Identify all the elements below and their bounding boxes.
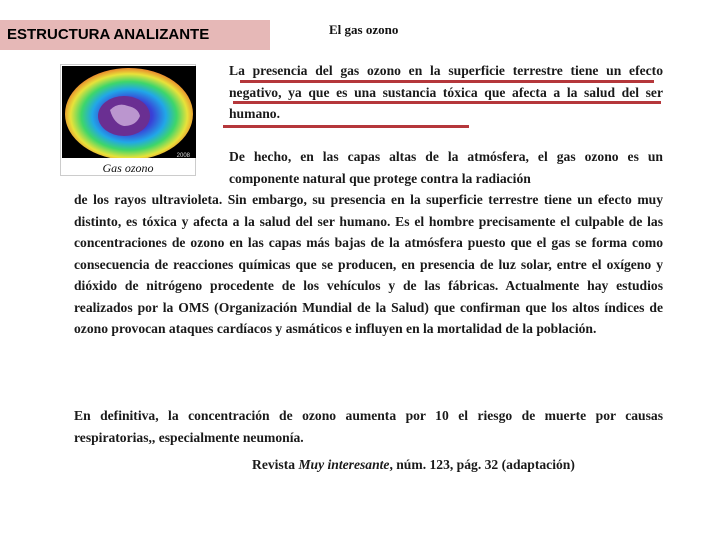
paragraph-body-start: De hecho, en las capas altas de la atmósfera, el gas ozono es un componente natural que protege contra la radiación (229, 149, 663, 186)
ozone-figure (60, 64, 196, 176)
article-title: El gas ozono (329, 22, 399, 37)
figure-year: 2008 (176, 153, 190, 159)
paragraph-conclusion: En definitiva, la concentración de ozono aumenta por 10 el riesgo de muerte por causas respiratorias,, especialmente neumonía. (74, 408, 663, 445)
section-badge: ESTRUCTURA ANALIZANTE (0, 20, 270, 50)
highlight-underline-3 (223, 125, 469, 128)
article-source: Revista Muy interesante, núm. 123, pág. 32 (adaptación) (252, 457, 575, 472)
ozone-map-image (62, 66, 196, 158)
highlight-underline-2 (233, 101, 661, 104)
figure-caption: Gas ozono (102, 161, 154, 175)
highlight-underline-1 (240, 80, 654, 83)
paragraph-intro: La presencia del gas ozono en la superficie terrestre tiene un efecto negativo, ya que es una sustancia tóxica que afecta a la salud del ser humano. (229, 63, 663, 121)
paragraph-body: de los rayos ultravioleta. Sin embargo, su presencia en la superficie terrestre tiene un efecto muy distinto, es tóxica y afecta a la salud del ser humano. Es el hombre precisamente el culpable de las concentraciones de ozono en las capas más bajas de la atmósfera puesto que el gas se forma como consecuencia de reacciones químicas que se producen, en presencia de luz solar, entre el oxígeno y dióxido de nitrógeno procedente de los vehículos y de las fábricas. Actualmente hay estudios realizados por la OMS (Organización Mundial de la Salud) que confirman que los altos índices de ozono provocan ataques cardíacos y asmáticos e influyen en la mortalidad de la población. (74, 192, 663, 336)
